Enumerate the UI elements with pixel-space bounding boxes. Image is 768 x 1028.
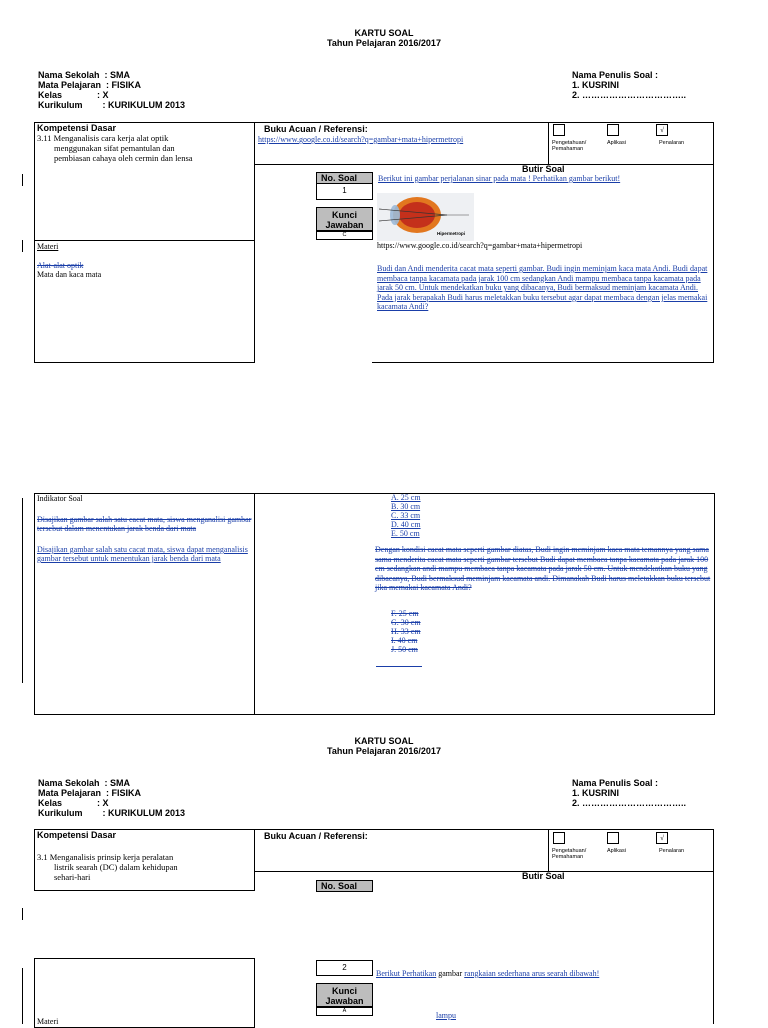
kunci-label: Kunci Jawaban <box>316 207 373 231</box>
divider <box>713 829 714 1024</box>
question2-a: Berikut <box>376 969 402 978</box>
level-label-pengetahuan: Pengetahuan/ Pemahaman <box>552 140 587 152</box>
level-label-penalaran: Penalaran <box>659 140 685 146</box>
card2-curriculum: Kurikulum : KURIKULUM 2013 <box>38 808 186 818</box>
kd-heading: Kompetensi Dasar <box>37 123 117 133</box>
old-options-list <box>391 609 421 654</box>
options-list <box>391 493 421 538</box>
level2-label-pengetahuan: Pengetahuan/ Pemahaman <box>552 848 587 860</box>
kd-heading-2: Kompetensi Dasar <box>37 830 117 840</box>
level-checkbox-penalaran[interactable]: √ <box>656 124 668 136</box>
question-2 <box>376 969 599 978</box>
card2-title: KARTU SOAL <box>354 736 414 746</box>
kd2-text-line3: sehari-hari <box>54 872 91 882</box>
materi-text: Mata dan kaca mata <box>37 270 102 279</box>
margin-bar <box>22 498 23 683</box>
kd-text-line2: menggunakan sifat pemantulan dan <box>54 143 175 153</box>
card2-writer-1: 1. KUSRINI <box>572 788 620 798</box>
divider <box>254 493 255 715</box>
ref-heading-2: Buku Acuan / Referensi: <box>264 831 368 841</box>
divider <box>34 240 255 241</box>
level2-label-penalaran: Penalaran <box>659 848 685 854</box>
ref-heading: Buku Acuan / Referensi: <box>264 124 368 134</box>
card2-writer-label: Nama Penulis Soal : <box>572 778 659 788</box>
option-c: C. 33 cm <box>391 511 421 520</box>
indikator-heading: Indikator Soal <box>37 494 83 503</box>
level2-checkbox-aplikasi[interactable] <box>607 832 619 844</box>
level-checkbox-aplikasi[interactable] <box>607 124 619 136</box>
card2-year: Tahun Pelajaran 2016/2017 <box>327 746 441 756</box>
old-option-f: F. 25 cm <box>391 609 419 618</box>
card2-school: Nama Sekolah : SMA <box>38 778 131 788</box>
question2-e: dibawah! <box>567 969 600 978</box>
card2-writer-2: 2. …………………………….. <box>572 798 687 808</box>
card1-writer-2: 2. …………………………….. <box>572 90 687 100</box>
butir-heading: Butir Soal <box>522 164 565 174</box>
divider <box>255 122 714 123</box>
level-label-aplikasi: Aplikasi <box>607 140 626 146</box>
card1-curriculum: Kurikulum : KURIKULUM 2013 <box>38 100 186 110</box>
kd2-text-line2: listrik searah (DC) dalam kehidupan <box>54 862 178 872</box>
level2-checkbox-penalaran[interactable]: √ <box>656 832 668 844</box>
card2-subject: Mata Pelajaran : FISIKA <box>38 788 142 798</box>
card1-year: Tahun Pelajaran 2016/2017 <box>327 38 441 48</box>
eye-hipermetropi-image <box>377 193 474 241</box>
kunci-label-2: Kunci Jawaban <box>316 983 373 1007</box>
kunci-value-2: A <box>316 1007 373 1016</box>
margin-bar <box>22 908 23 920</box>
question-body: Budi dan Andi menderita cacat mata seperti gambar. Budi ingin meminjam kaca mata Andi. Budi dapat membaca tanpa kacamata pada jarak 100 cm sedangkan Andi mampu membaca tanpa kacamata pada jarak 50 cm. Untuk mendekatkan buku yang dibacanya, Budi bermaksud meminjam kacamata Andi. Pada jarak berapakah Budi harus meletakkan buku tersebut agar dapat membaca dengan jelas memakai kacamata Andi? <box>377 264 708 312</box>
divider <box>713 122 714 363</box>
question-intro <box>378 174 620 183</box>
kd2-text-line1: 3.1 Menganalisis prinsip kerja peralatan <box>37 852 174 862</box>
card1-title: KARTU SOAL <box>354 28 414 38</box>
old-option-h: H. 33 cm <box>391 627 421 636</box>
materi-box-2 <box>34 958 255 1028</box>
kd-text-line1: 3.11 Menganalisis cara kerja alat optik <box>37 133 169 143</box>
materi-heading-2: Materi <box>37 1017 59 1026</box>
no-soal-label: No. Soal <box>316 172 373 184</box>
question2-d: rangkaian sederhana arus searah <box>464 969 568 978</box>
divider <box>255 164 714 165</box>
question-intro-b: ! Perhatikan gambar berikut! <box>527 174 621 183</box>
card1-class: Kelas : X <box>38 90 109 100</box>
margin-bar <box>22 174 23 186</box>
option-a: A. 25 cm <box>391 493 421 502</box>
level-checkbox-pengetahuan[interactable] <box>553 124 565 136</box>
divider <box>255 829 714 830</box>
question-intro-a: Berikut ini gambar perjalanan sinar pada mata <box>378 174 528 183</box>
margin-bar <box>22 968 23 1024</box>
butir-heading-2: Butir Soal <box>522 871 565 881</box>
divider <box>548 122 549 164</box>
no-soal-value-2: 2 <box>316 960 373 976</box>
old-option-i: I. 40 cm <box>391 636 418 645</box>
card1-subject: Mata Pelajaran : FISIKA <box>38 80 142 90</box>
materi-strike: Alat-alat optik <box>37 261 84 270</box>
level2-checkbox-pengetahuan[interactable] <box>553 832 565 844</box>
ref-link[interactable]: https://www.google.co.id/search?q=gambar+mata+hipermetropi <box>258 135 464 144</box>
question2-c: gambar <box>436 969 465 978</box>
divider <box>255 871 714 872</box>
divider <box>372 362 714 363</box>
option-d: D. 40 cm <box>391 520 421 529</box>
no-soal-label-2: No. Soal <box>316 880 373 892</box>
kd-text-line3: pembiasan cahaya oleh cermin dan lensa <box>54 153 193 163</box>
question2-b: Perhatikan <box>402 969 437 978</box>
margin-bar <box>22 240 23 252</box>
old-question: Dengan kondisi cacat mata seperti gambar diatas, Budi ingin meminjam kaca mata temannya yang sama sama menderita cacat mata seperti gambar tersebut Budi dapat membaca tanpa kacamata pada jarak 100 cm sedangkan andi mampu membaca tanpa kacamata pada jarak 50 cm. Untuk mendekatkan buku yang dibacanya, Budi bermaksud meminjam kacamata andi. Dimanakah Budi harus meletakkan buku tersebut jika memakai kacamata Andi? <box>375 545 711 593</box>
card1-writer-label: Nama Penulis Soal : <box>572 70 659 80</box>
option-e: E. 50 cm <box>391 529 420 538</box>
materi-heading: Materi <box>37 242 59 251</box>
no-soal-value: 1 <box>316 183 373 200</box>
indikator-strike: Disajikan gambar salah satu cacat mata, siswa menganalisi gambar tersebut dalam menentukan jarak benda dari mata <box>37 515 252 533</box>
old-option-j: J. 50 cm <box>391 645 418 654</box>
card1-writer-1: 1. KUSRINI <box>572 80 620 90</box>
image-source: https://www.google.co.id/search?q=gambar+mata+hipermetropi <box>377 241 583 250</box>
card2-class: Kelas : X <box>38 798 109 808</box>
card1-school: Nama Sekolah : SMA <box>38 70 131 80</box>
kunci-value: C <box>316 231 373 240</box>
indikator-text: Disajikan gambar salah satu cacat mata, siswa dapat menganalisis gambar tersebut untuk menentukan jarak benda dari mata <box>37 545 248 563</box>
level2-label-aplikasi: Aplikasi <box>607 848 626 854</box>
underline-mark <box>376 666 422 667</box>
divider <box>548 829 549 871</box>
lamp-label: lampu <box>436 1011 456 1020</box>
image-caption: Hipermetropi <box>437 231 466 236</box>
option-b: B. 30 cm <box>391 502 421 511</box>
old-option-g: G. 30 cm <box>391 618 421 627</box>
